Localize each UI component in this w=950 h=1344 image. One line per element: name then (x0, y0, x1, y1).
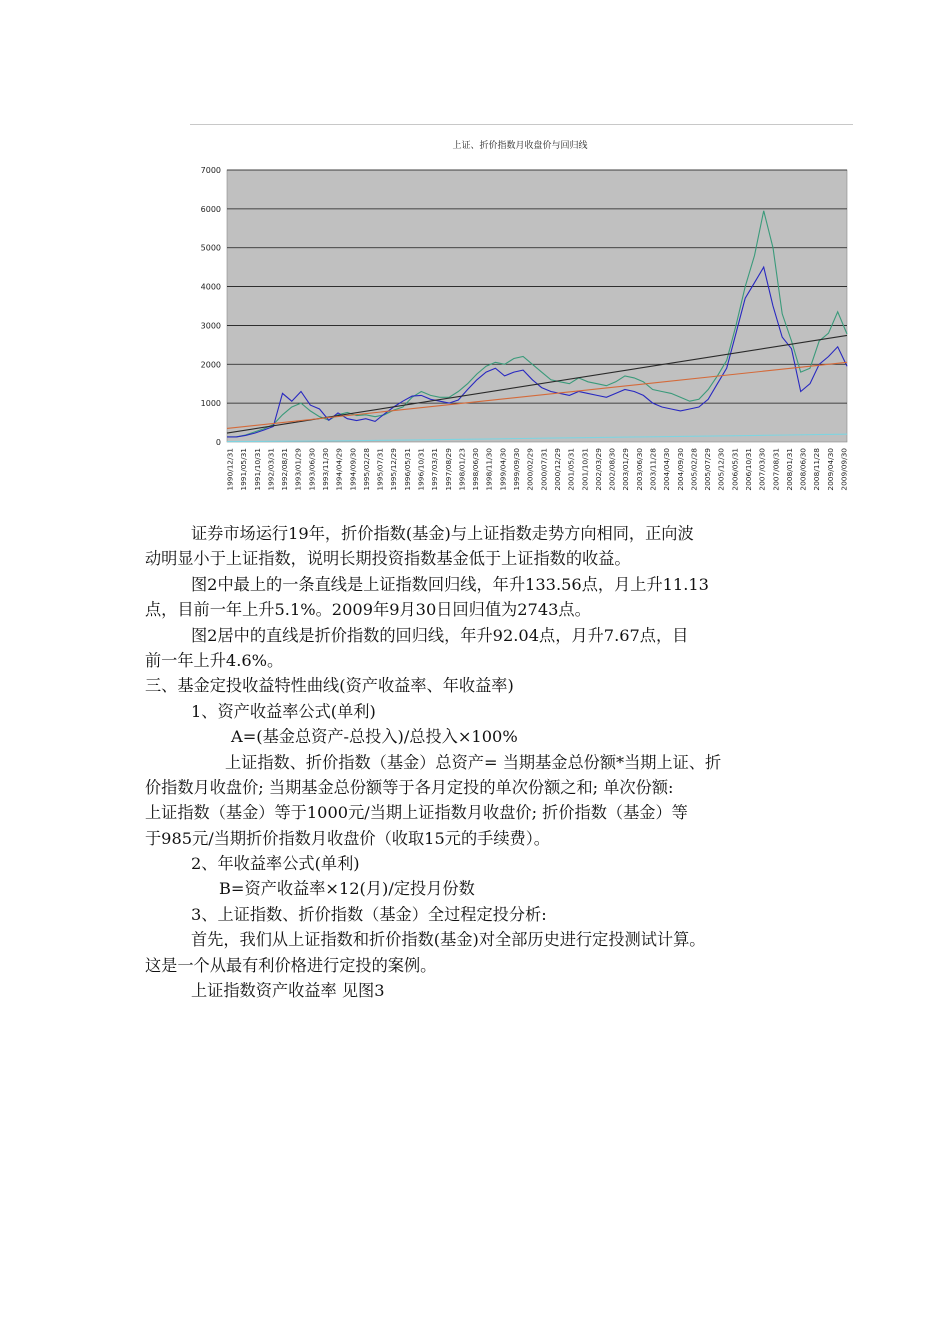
y-tick-label: 6000 (200, 204, 221, 214)
x-tick-label: 1999/04/30 (498, 448, 508, 491)
x-tick-label: 2007/08/31 (771, 448, 781, 491)
section-heading: 三、基金定投收益特性曲线(资产收益率、年收益率) (145, 676, 514, 696)
y-tick-label: 1000 (200, 399, 221, 409)
paragraph-line: 于985元/当期折价指数月收盘价（收取15元的手续费）。 (145, 828, 550, 848)
x-tick-label: 1992/03/31 (266, 448, 276, 491)
x-tick-label: 1991/10/31 (252, 448, 262, 491)
x-tick-label: 1994/04/29 (334, 448, 344, 491)
paragraph-line: 价指数月收盘价; 当期基金总份额等于各月定投的单次份额之和; 单次份额: (145, 777, 674, 797)
line-chart (185, 130, 855, 500)
x-tick-label: 1996/05/31 (402, 448, 412, 491)
document-body (145, 521, 815, 1003)
x-tick-label: 2007/03/30 (757, 448, 767, 491)
x-tick-label: 1990/12/31 (225, 448, 235, 491)
x-tick-label: 1998/06/30 (471, 448, 481, 491)
paragraph-line: 点，目前一年上升5.1%。2009年9月30日回归值为2743点。 (145, 600, 591, 620)
paragraph-line: 图2居中的直线是折价指数的回归线，年升92.04点，月升7.67点，目 (191, 625, 689, 645)
x-tick-label: 2005/12/30 (716, 448, 726, 491)
paragraph-line: 首先，我们从上证指数和折价指数(基金)对全部历史进行定投测试计算。 (191, 930, 706, 950)
x-tick-label: 2008/01/31 (784, 448, 794, 491)
x-tick-label: 1991/05/31 (239, 448, 249, 491)
x-tick-label: 2008/06/30 (798, 448, 808, 491)
top-rule (190, 124, 853, 125)
x-tick-label: 1992/08/31 (280, 448, 290, 491)
x-tick-label: 2008/11/28 (812, 448, 822, 491)
x-tick-label: 2009/09/30 (839, 448, 849, 491)
plot-area (227, 170, 847, 442)
x-tick-label: 2002/08/30 (607, 448, 617, 491)
x-tick-label: 1996/10/31 (416, 448, 426, 491)
x-tick-label: 1997/03/31 (430, 448, 440, 491)
y-tick-label: 3000 (200, 321, 221, 331)
y-tick-label: 5000 (200, 243, 221, 253)
subsection-heading: 1、资产收益率公式(单利) (191, 701, 376, 721)
paragraph-line: 上证指数资产收益率 见图3 (191, 981, 385, 1001)
subsection-heading: 3、上证指数、折价指数（基金）全过程定投分析: (191, 904, 547, 924)
y-tick-label: 0 (215, 438, 221, 447)
x-tick-label: 2003/01/29 (621, 448, 631, 491)
x-tick-label: 2002/03/29 (593, 448, 603, 491)
y-tick-label: 2000 (200, 360, 221, 370)
x-tick-label: 1997/08/29 (443, 448, 453, 491)
x-tick-label: 1998/01/23 (457, 448, 467, 491)
x-tick-label: 2001/05/31 (566, 448, 576, 491)
x-tick-label: 1993/06/30 (307, 448, 317, 491)
x-tick-label: 2003/11/28 (648, 448, 658, 491)
x-tick-label: 2000/02/29 (525, 448, 535, 491)
x-tick-label: 2009/04/30 (825, 448, 835, 491)
chart-figure (185, 130, 855, 500)
x-tick-label: 2000/12/29 (552, 448, 562, 491)
paragraph-line: 前一年上升4.6%。 (145, 650, 284, 670)
x-tick-label: 2001/10/31 (580, 448, 590, 491)
x-tick-label: 1995/07/31 (375, 448, 385, 491)
x-tick-label: 2006/10/31 (743, 448, 753, 491)
y-tick-label: 7000 (200, 166, 221, 175)
x-tick-label: 2006/05/31 (730, 448, 740, 491)
paragraph-line: 上证指数、折价指数（基金）总资产= 当期基金总份额*当期上证、折 (225, 752, 722, 772)
x-tick-label: 2000/07/31 (539, 448, 549, 491)
x-tick-label: 1998/11/30 (484, 448, 494, 491)
x-tick-label: 1994/09/30 (348, 448, 358, 491)
paragraph-line: 证券市场运行19年，折价指数(基金)与上证指数走势方向相同，正向波 (191, 524, 694, 543)
x-tick-label: 1993/11/30 (321, 448, 331, 491)
subsection-heading: 2、年收益率公式(单利) (191, 854, 360, 874)
y-tick-label: 4000 (200, 282, 221, 292)
x-tick-label: 1999/09/30 (512, 448, 522, 491)
x-tick-label: 2005/07/29 (703, 448, 713, 491)
formula-a: A=(基金总资产-总投入)/总投入×100% (231, 727, 518, 747)
formula-b: B=资产收益率×12(月)/定投月份数 (219, 879, 475, 899)
paragraph-line: 这是一个从最有利价格进行定投的案例。 (145, 955, 437, 975)
x-tick-label: 1993/01/29 (293, 448, 303, 491)
paragraph-line: 图2中最上的一条直线是上证指数回归线，年升133.56点，月上升11.13 (191, 574, 709, 594)
x-tick-label: 1995/12/29 (389, 448, 399, 491)
paragraph-line: 动明显小于上证指数，说明长期投资指数基金低于上证指数的收益。 (145, 549, 631, 569)
x-tick-label: 2004/09/30 (675, 448, 685, 491)
x-tick-label: 2004/04/30 (662, 448, 672, 491)
chart-title: 上证、折价指数月收盘价与回归线 (452, 141, 588, 151)
x-tick-label: 2005/02/28 (689, 448, 699, 491)
x-tick-label: 1995/02/28 (361, 448, 371, 491)
paragraph-line: 上证指数（基金）等于1000元/当期上证指数月收盘价; 折价指数（基金）等 (145, 803, 688, 823)
x-tick-label: 2003/06/30 (634, 448, 644, 491)
